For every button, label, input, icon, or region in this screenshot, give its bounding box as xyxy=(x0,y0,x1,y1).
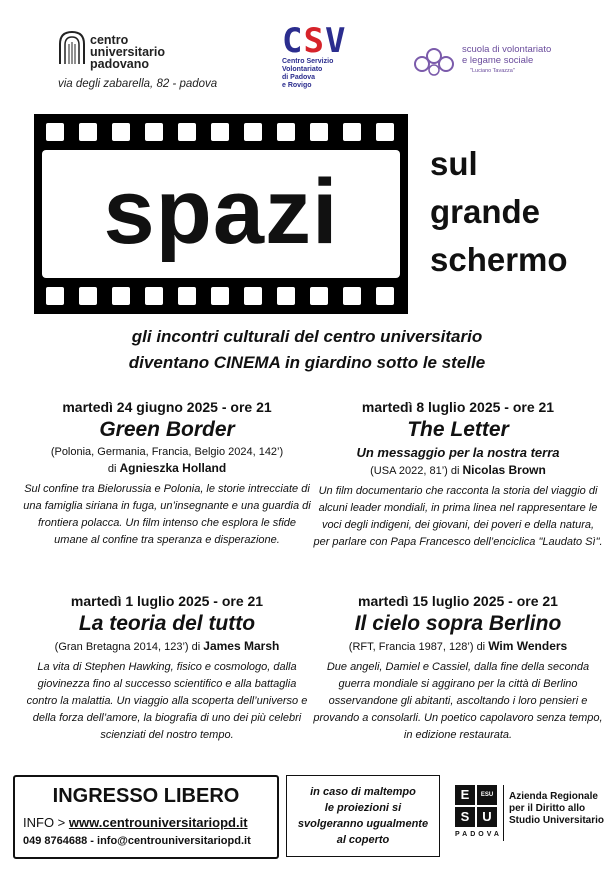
sprocket-hole xyxy=(376,287,394,305)
event-di: di xyxy=(476,641,486,653)
ingresso-libero: INGRESSO LIBERO xyxy=(52,785,240,807)
sv-sub: "Luciano Tavazza" xyxy=(470,68,515,74)
sprocket-hole xyxy=(277,287,295,305)
sprocket-hole xyxy=(343,123,361,141)
sprocket-hole xyxy=(79,123,97,141)
sprocket-hole xyxy=(178,287,196,305)
page-subtitle xyxy=(0,324,614,376)
event-date: martedì 24 giugno 2025 - ore 21 xyxy=(62,399,272,415)
esu-city: PADOVA xyxy=(455,831,502,838)
csv-mark: CSV xyxy=(282,21,347,61)
event-date: martedì 15 luglio 2025 - ore 21 xyxy=(358,593,558,609)
esu-line: Studio Universitario xyxy=(509,815,605,826)
csv-line: di Padova xyxy=(282,74,316,81)
sprocket-hole xyxy=(244,287,262,305)
sprocket-hole xyxy=(211,287,229,305)
csv-logo xyxy=(282,21,372,106)
side-line: schermo xyxy=(430,241,568,278)
sprocket-hole xyxy=(145,123,163,141)
event-di: di xyxy=(450,465,460,477)
maltempo-line: in caso di maltempo xyxy=(310,786,416,798)
maltempo-line: svolgeranno ugualmente xyxy=(297,818,429,830)
event-title: Green Border xyxy=(99,418,235,441)
event-date: martedì 1 luglio 2025 - ore 21 xyxy=(70,593,264,609)
esu-logo xyxy=(455,785,605,845)
event-description: Sul confine tra Bielorussia e Polonia, le storie intrecciate di una famiglia siriana in fuga, un’insegnante e una guardia di frontiera polacca. Un film intenso che esplora le sfide umane al confine tra speranza e disperazione. xyxy=(23,483,311,546)
sprocket-hole xyxy=(46,123,64,141)
cu-name-line: padovano xyxy=(90,57,150,71)
sprocket-hole xyxy=(310,287,328,305)
sprocket-hole xyxy=(277,123,295,141)
event-card xyxy=(313,592,603,744)
event-director: Wim Wenders xyxy=(488,639,568,653)
hero-title: spazi xyxy=(103,161,339,263)
event-description: Un film documentario che racconta la storia del viaggio di alcuni leader mondiali, in prima linea nel rappresentare le voci degli indigeni, dei giovani, dei poveri e della natura, per parlare con Papa Francesco dell’enciclica "Laudato Sì". xyxy=(313,485,603,548)
info-prefix: INFO > xyxy=(23,815,66,830)
sv-line: e legame sociale xyxy=(462,55,534,66)
event-date: martedì 8 luglio 2025 - ore 21 xyxy=(361,399,555,415)
maltempo-line: le proiezioni si xyxy=(324,802,402,814)
esu-letter: U xyxy=(477,807,497,827)
event-title: The Letter xyxy=(407,418,509,441)
event-info: (Polonia, Germania, Francia, Belgio 2024, 142’) xyxy=(50,446,284,458)
sprocket-hole xyxy=(145,287,163,305)
film-frame xyxy=(42,150,400,278)
film-strip xyxy=(34,114,408,314)
event-description: La vita di Stephen Hawking, fisico e cosmologo, dalla giovinezza fino al successo scientifico e alla battaglia contro la malattia. Un viaggio alla scoperta dell’universo e della forza dell’amore, la biografia di uno dei più celebri scienziati del nostro tempo. xyxy=(26,661,308,741)
rings-icon xyxy=(412,40,460,80)
sprocket-hole xyxy=(310,123,328,141)
event-di: di xyxy=(107,463,117,475)
sprocket-hole xyxy=(376,123,394,141)
cu-name-line: universitario xyxy=(90,45,166,59)
subtitle-line: diventano CINEMA in giardino sotto le stelle xyxy=(128,353,486,372)
website-link[interactable]: www.centrouniversitariopd.it xyxy=(68,815,248,830)
event-card xyxy=(22,398,312,549)
sv-line: scuola di volontariato xyxy=(462,44,552,55)
event-di: di xyxy=(191,641,201,653)
sprocket-hole xyxy=(46,287,64,305)
centro-universitario-logo xyxy=(58,30,218,90)
cu-name-line: centro xyxy=(90,33,129,47)
event-info: (Gran Bretagna 2014, 123’) xyxy=(54,641,189,653)
event-info: (USA 2022, 81’) xyxy=(370,465,448,477)
event-info: (RFT, Francia 1987, 128’) xyxy=(348,641,474,653)
csv-line: Volontariato xyxy=(282,66,323,73)
sprocket-hole xyxy=(112,123,130,141)
entry-box xyxy=(13,775,279,859)
contact-line: 049 8764688 - info@centrouniversitariopd.it xyxy=(23,835,251,847)
sprocket-hole xyxy=(178,123,196,141)
hero-side-title xyxy=(430,140,568,284)
event-director: Nicolas Brown xyxy=(462,463,546,477)
maltempo-line: al coperto xyxy=(336,834,390,846)
scuola-volontariato-logo xyxy=(412,40,587,90)
esu-small: ESU xyxy=(477,785,497,805)
side-line: grande xyxy=(430,193,541,230)
sprocket-hole xyxy=(112,287,130,305)
esu-line: per il Diritto allo xyxy=(509,803,586,814)
sprocket-hole xyxy=(211,123,229,141)
event-card xyxy=(22,592,312,744)
sprocket-hole xyxy=(343,287,361,305)
side-line: sul xyxy=(430,145,478,182)
cu-address: via degli zabarella, 82 - padova xyxy=(58,78,218,90)
csv-line: e Rovigo xyxy=(282,82,312,89)
sprocket-hole xyxy=(79,287,97,305)
event-director: James Marsh xyxy=(203,639,280,653)
esu-divider xyxy=(503,785,504,841)
arch-icon xyxy=(58,30,86,64)
event-description: Due angeli, Damiel e Cassiel, dalla fine della seconda guerra mondiale si aggirano per la città di Berlino osservandone gli abitanti, ascoltando i loro pensieri e provando a consolarli. Un poetico capolavoro senza tempo, in edizione restaurata. xyxy=(313,661,603,741)
event-title: La teoria del tutto xyxy=(78,612,256,635)
esu-line: Azienda Regionale xyxy=(509,791,598,802)
csv-line: Centro Servizio xyxy=(282,58,334,65)
sprocket-hole xyxy=(244,123,262,141)
event-title: Il cielo sopra Berlino xyxy=(354,612,562,635)
esu-letter: E xyxy=(455,785,475,805)
event-director: Agnieszka Holland xyxy=(119,461,227,475)
esu-letter: S xyxy=(455,807,475,827)
event-card xyxy=(313,398,603,551)
subtitle-line: gli incontri culturali del centro universitario xyxy=(131,327,483,346)
event-subtitle: Un messaggio per la nostra terra xyxy=(356,445,560,460)
weather-note-box xyxy=(286,775,440,857)
